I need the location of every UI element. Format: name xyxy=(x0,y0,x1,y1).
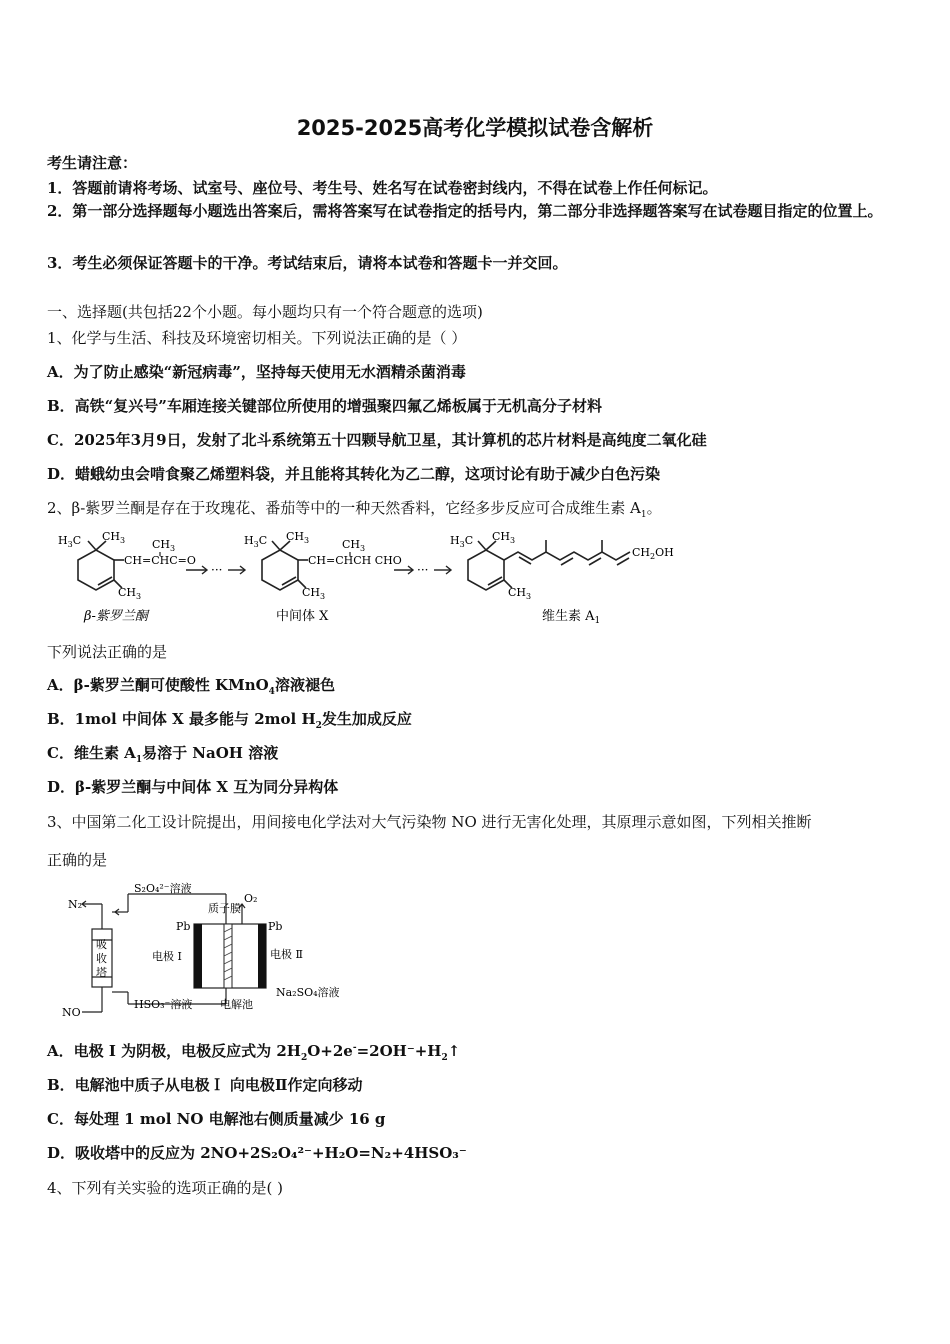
svg-text:CH3: $CH_3$ xyxy=(286,530,310,545)
q2-option-b: B．1mol 中间体 X 最多能与 2mol $H_2$发生加成反应 xyxy=(47,710,412,731)
chain-1: CH=CHC=O xyxy=(124,554,196,567)
label-vitamin-a1: 维生素 $A_1$ xyxy=(542,609,601,626)
svg-text:H3C: $H_3C$ xyxy=(244,534,268,549)
svg-text:CH3: $CH_3$ xyxy=(342,538,366,553)
na2so4-label: Na₂SO₄溶液 xyxy=(276,986,340,999)
hso3-label: HSO₃⁻溶液 xyxy=(134,998,193,1011)
notice-item-1: 1．答题前请将考场、试室号、座位号、考生号、姓名写在试卷密封线内，不得在试卷上作任何标记。 xyxy=(47,179,718,197)
q3-option-c: C．每处理 1 mol NO 电解池右侧质量减少 16 g xyxy=(47,1110,386,1128)
q3-option-b: B．电解池中质子从电极Ｉ 向电极Ⅱ作定向移动 xyxy=(47,1076,363,1094)
o2-label: O₂ xyxy=(244,892,258,905)
notice-heading: 考生请注意： xyxy=(47,154,138,172)
chain-2: CH=CHCH CHO xyxy=(308,554,402,567)
arrow-1 xyxy=(186,566,207,574)
q3-stem-line1: 3、中国第二化工设计院提出，用间接电化学法对大气污染物 NO 进行无害化处理，其原理示意如图，下列相关推断 xyxy=(47,813,812,831)
pb-left: Pb xyxy=(176,920,191,933)
beta-ionone-structure xyxy=(78,541,124,590)
q3-option-a: A．电极 I 为阴极，电极反应式为 $2H_2O+2e^-=2OH^-+H_2↑$ xyxy=(47,1042,461,1063)
intermediate-x-structure xyxy=(262,541,308,590)
cell-label: 电解池 xyxy=(220,998,253,1011)
q1-option-c: C．2025年3月9日，发射了北斗系统第五十四颗导航卫星，其计算机的芯片材料是高纯度二氧化硅 xyxy=(47,431,707,449)
q2-stem: 2、β-紫罗兰酮是存在于玫瑰花、番茄等中的一种天然香料，它经多步反应可合成维生素 $A_1$。 xyxy=(47,499,662,520)
notice-item-3: 3．考生必须保证答题卡的干净。考试结束后，请将本试卷和答题卡一并交回。 xyxy=(47,254,568,272)
page-title: 2025-2025高考化学模拟试卷含解析 xyxy=(296,116,654,140)
ch2oh-group: $CH_2OH$ xyxy=(632,546,674,561)
q4-stem: 4、下列有关实验的选项正确的是( ) xyxy=(47,1179,284,1197)
svg-text:···: ··· xyxy=(211,563,223,577)
q1-option-a: A．为了防止感染“新冠病毒”，坚持每天使用无水酒精杀菌消毒 xyxy=(47,363,466,381)
svg-text:···: ··· xyxy=(417,563,429,577)
arrow-2 xyxy=(394,566,413,574)
svg-text:塔: 塔 xyxy=(96,966,107,979)
membrane-label: 质子膜 xyxy=(208,902,241,915)
svg-text:收: 收 xyxy=(96,952,107,965)
s2o4-label: S₂O₄²⁻溶液 xyxy=(134,882,192,895)
q1-option-b: B．高铁“复兴号”车厢连接关键部位所使用的增强聚四氟乙烯板属于无机高分子材料 xyxy=(47,397,602,415)
section-heading: 一、选择题(共包括22个小题。每小题均只有一个符合题意的选项) xyxy=(47,303,483,321)
q2-option-a: A．β-紫罗兰酮可使酸性 KMnO$_4$溶液褪色 xyxy=(47,676,335,697)
pb-right: Pb xyxy=(268,920,283,933)
svg-text:CH3: $CH_3$ xyxy=(152,538,176,553)
svg-text:CH3: $CH_3$ xyxy=(492,530,516,545)
svg-text:H3C: $H_3C$ xyxy=(450,534,474,549)
svg-text:CH3: $CH_3$ xyxy=(102,530,126,545)
electrode-2-label: 电极 Ⅱ xyxy=(270,948,303,961)
svg-text:CH3: $CH_3$ xyxy=(508,586,532,601)
no-label: NO xyxy=(62,1006,81,1019)
svg-text:吸: 吸 xyxy=(96,938,107,951)
notice-item-2: 2．第一部分选择题每小题选出答案后，需将答案写在试卷指定的括号内，第二部分非选择题答案写在试卷题目指定的位置上。 xyxy=(47,202,883,220)
svg-text:CH3: $CH_3$ xyxy=(302,586,326,601)
q1-option-d: D．蜡蛾幼虫会啃食聚乙烯塑料袋，并且能将其转化为乙二醇，这项讨论有助于减少白色污染 xyxy=(47,465,661,483)
electrode-1-plate xyxy=(194,924,202,988)
q3-electrolysis-diagram xyxy=(58,882,358,1022)
q2-option-c: C．维生素 $A_1$易溶于 NaOH 溶液 xyxy=(47,744,279,765)
q3-stem-line2: 正确的是 xyxy=(47,851,108,869)
vitamin-a1-structure xyxy=(468,540,630,590)
n2-label: N₂ xyxy=(68,898,83,911)
svg-text:H3C: $H_3C$ xyxy=(58,534,82,549)
svg-text:CH3: $CH_3$ xyxy=(118,586,142,601)
q2-lead: 下列说法正确的是 xyxy=(47,643,168,661)
label-intermediate-x: 中间体 X xyxy=(276,609,329,624)
q2-reaction-scheme xyxy=(48,528,678,632)
q3-option-d: D．吸收塔中的反应为 2NO+2S₂O₄²⁻+H₂O=N₂+4HSO₃⁻ xyxy=(47,1144,467,1162)
q1-stem: 1、化学与生活、科技及环境密切相关。下列说法正确的是（ ） xyxy=(47,329,467,347)
q2-option-d: D．β-紫罗兰酮与中间体 X 互为同分异构体 xyxy=(47,778,339,796)
electrode-1-label: 电极 Ⅰ xyxy=(152,950,182,963)
label-beta-ionone: β-紫罗兰酮 xyxy=(84,609,148,624)
electrode-2-plate xyxy=(258,924,266,988)
